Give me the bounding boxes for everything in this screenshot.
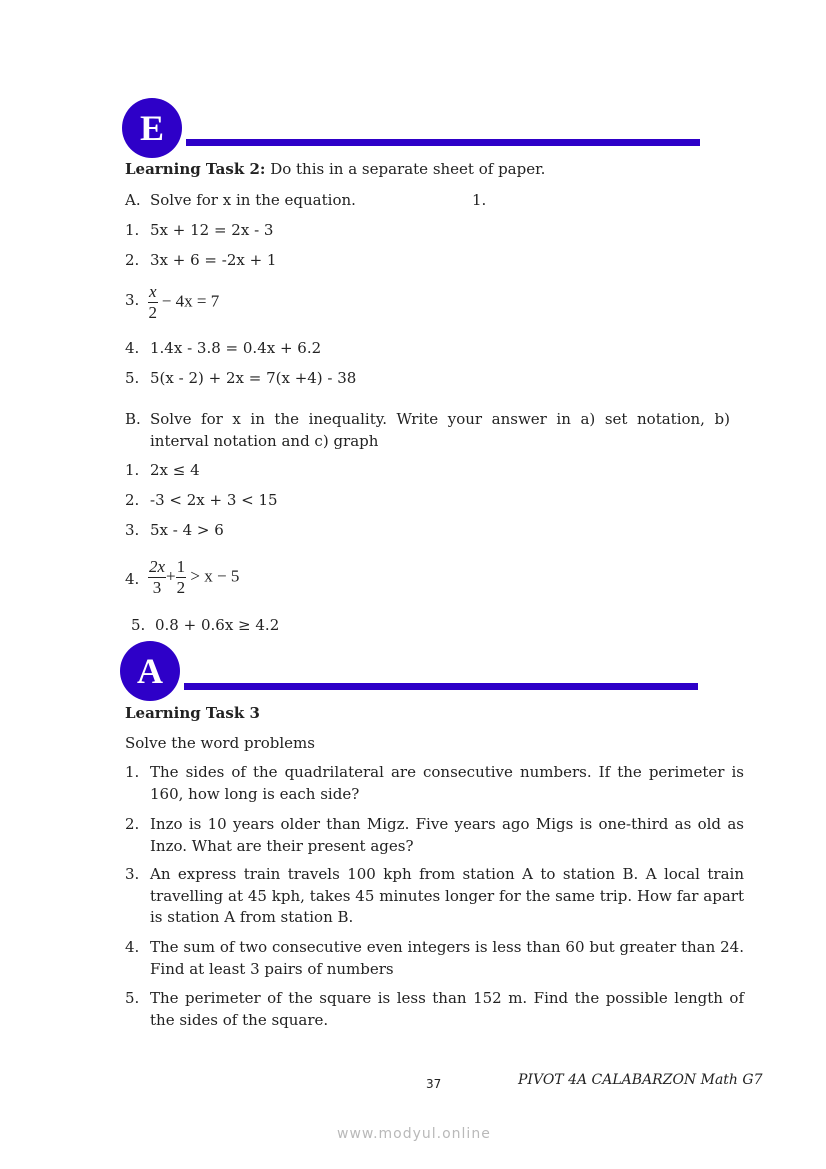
section-e-badge: E	[122, 98, 182, 158]
list-item-number: 2.	[125, 251, 140, 269]
equation-2: 3x + 6 = -2x + 1	[150, 251, 277, 269]
inequality-5: 0.8 + 0.6x ≥ 4.2	[155, 616, 280, 634]
part-b-instruction: Solve for x in the inequality. Write your answer in a) set notation, b) interval notation and c) graph	[150, 410, 730, 450]
task-2-title: Learning Task 2:	[125, 160, 266, 178]
word-problem-1: The sides of the quadrilateral are consecutive numbers. If the perimeter is 160, how long is each side?	[150, 763, 744, 803]
list-item-number: 1.	[125, 763, 140, 781]
watermark: www.modyul.online	[337, 1126, 491, 1142]
inequality-1: 2x ≤ 4	[150, 461, 200, 479]
fraction-denominator: 2	[176, 578, 186, 597]
section-a-badge: A	[120, 641, 180, 701]
inequality-3: 5x - 4 > 6	[150, 521, 224, 539]
word-problem-2: Inzo is 10 years older than Migz. Five years ago Migs is one-third as old as Inzo. What are their present ages?	[150, 815, 744, 855]
fraction-numerator: 2x	[149, 557, 166, 576]
word-problem-4: The sum of two consecutive even integers is less than 60 but greater than 24. Find at least 3 pairs of numbers	[150, 938, 744, 978]
fraction-2x-over-3	[148, 557, 166, 598]
equation-1: 5x + 12 = 2x - 3	[150, 221, 274, 239]
equation-3	[148, 282, 219, 323]
word-problem-5: The perimeter of the square is less than 152 m. Find the possible length of the sides of the square.	[150, 989, 744, 1029]
list-item-number: 5.	[125, 989, 140, 1007]
list-item-number: 4.	[125, 570, 140, 588]
list-item-number: 4.	[125, 339, 140, 357]
part-a-extra-number: 1.	[472, 191, 487, 209]
fraction-denominator: 3	[152, 578, 162, 597]
word-problem-3: An express train travels 100 kph from station A to station B. A local train travelling at 45 kph, takes 45 minutes longer for the same trip. How far apart is station A from station B.	[150, 865, 744, 926]
plus-sign: +	[166, 566, 176, 586]
task-3-title: Learning Task 3	[125, 704, 260, 722]
list-item-number: 2.	[125, 815, 140, 833]
equation-4: 1.4x - 3.8 = 0.4x + 6.2	[150, 339, 322, 357]
part-a-instruction: Solve for x in the equation.	[150, 191, 356, 209]
fraction-numerator: 1	[176, 557, 186, 576]
section-a-rule	[184, 683, 698, 690]
list-item-number: 1.	[125, 461, 140, 479]
list-item-number: 3.	[125, 291, 140, 309]
equation-5: 5(x - 2) + 2x = 7(x +4) - 38	[150, 369, 357, 387]
part-a-label: A.	[125, 191, 141, 209]
list-item-number: 3.	[125, 521, 140, 539]
inequality-4-rest: > x − 5	[190, 566, 240, 586]
inequality-2: -3 < 2x + 3 < 15	[150, 491, 278, 509]
footer-title: PIVOT 4A CALABARZON Math G7	[518, 1072, 763, 1088]
fraction-denominator: 2	[148, 303, 158, 322]
list-item-number: 4.	[125, 938, 140, 956]
fraction-numerator: x	[149, 282, 157, 301]
list-item-number: 5.	[125, 369, 140, 387]
list-item-number: 5.	[131, 616, 146, 634]
inequality-4	[148, 557, 239, 598]
fraction-1-over-2	[176, 557, 187, 598]
list-item-number: 2.	[125, 491, 140, 509]
section-e-rule	[186, 139, 700, 146]
part-b-label: B.	[125, 410, 141, 428]
task-3-instruction: Solve the word problems	[125, 734, 315, 752]
list-item-number: 3.	[125, 865, 140, 883]
task-2-heading	[125, 159, 545, 180]
fraction-x-over-2	[148, 282, 158, 323]
task-2-instruction: Do this in a separate sheet of paper.	[270, 160, 546, 178]
equation-3-rest: − 4x = 7	[161, 291, 220, 311]
page-number: 37	[426, 1077, 442, 1091]
list-item-number: 1.	[125, 221, 140, 239]
